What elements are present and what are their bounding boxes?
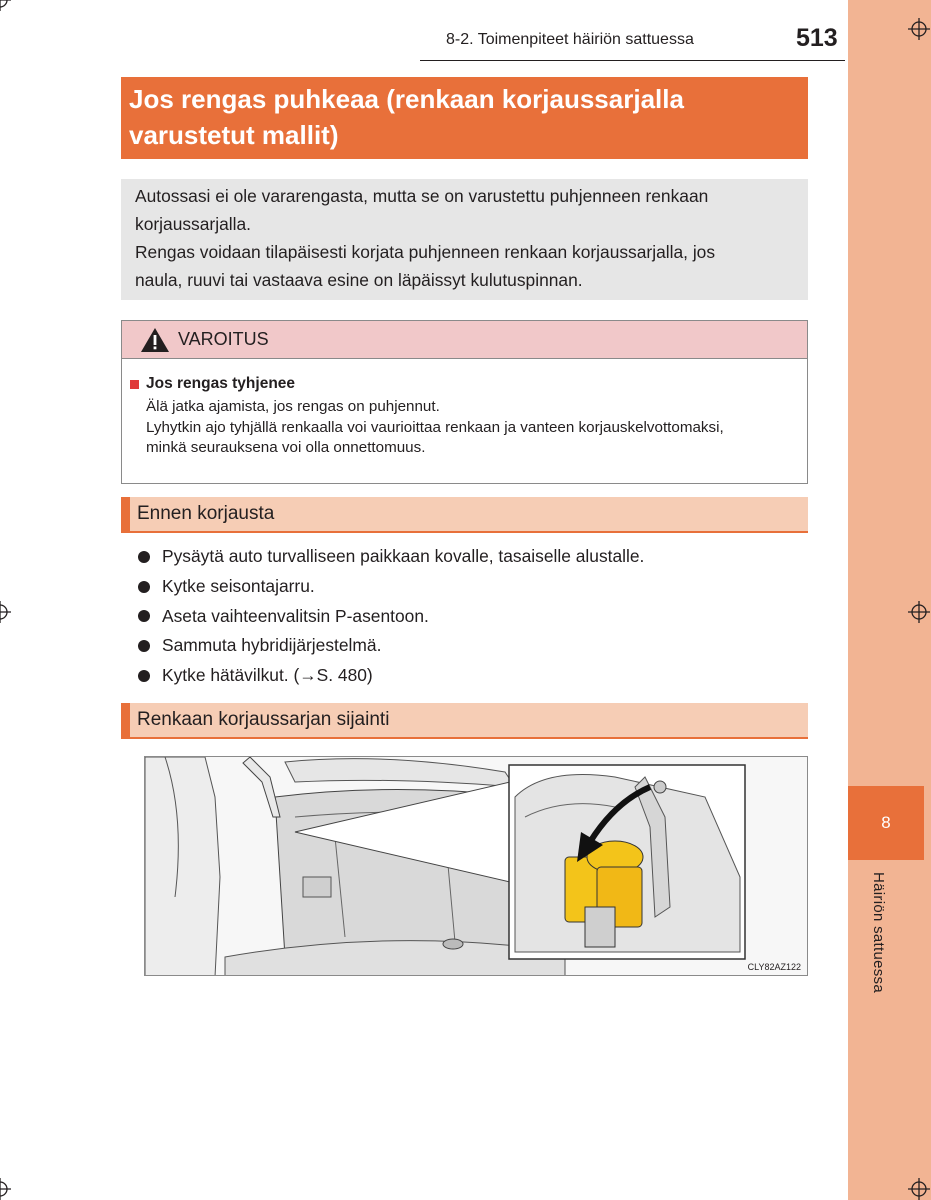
- bullet-dot-icon: [138, 640, 150, 652]
- list-item: [138, 542, 644, 572]
- bullet-dot-icon: [138, 610, 150, 622]
- section-title: Renkaan korjaussarjan sijainti: [137, 709, 390, 730]
- header-rule: [420, 60, 845, 61]
- warning-line: Älä jatka ajamista, jos rengas on puhjennut.: [146, 398, 440, 415]
- section-accent-bar: [121, 497, 130, 531]
- image-code: CLY82AZ122: [747, 962, 801, 972]
- page-number: 513: [796, 24, 838, 52]
- intro-box: [121, 179, 808, 300]
- page-title-box: [121, 77, 808, 159]
- running-header: 8-2. Toimenpiteet häiriön sattuessa: [446, 31, 694, 48]
- warning-subheading-row: [130, 375, 807, 393]
- trunk-drawing: [145, 757, 808, 976]
- page-title-line1: Jos rengas puhkeaa (renkaan korjaussarjalla: [129, 84, 684, 114]
- list-item-text: Kytke seisontajarru.: [162, 575, 315, 596]
- bullet-dot-icon: [138, 551, 150, 563]
- crosshair-icon: [908, 1178, 930, 1200]
- warning-body: [122, 359, 807, 459]
- list-item-text: Sammuta hybridijärjestelmä.: [162, 635, 382, 656]
- warning-line: Lyhytkin ajo tyhjällä renkaalla voi vaurioittaa renkaan ja vanteen korjauskelvottomaksi,: [146, 418, 724, 436]
- section-title: Ennen korjausta: [137, 503, 275, 524]
- crosshair-icon: [0, 0, 11, 11]
- chapter-number-tab[interactable]: 8: [848, 786, 924, 860]
- intro-line: Autossasi ei ole vararengasta, mutta se on varustettu puhjenneen renkaan: [135, 186, 709, 206]
- list-item-text: Aseta vaihteenvalitsin P-asentoon.: [162, 605, 429, 626]
- crosshair-icon: [908, 601, 930, 623]
- list-item: [138, 602, 644, 632]
- warning-line: minkä seurauksena voi olla onnettomuus.: [146, 439, 426, 456]
- list-item: [138, 631, 644, 661]
- bullet-dot-icon: [138, 581, 150, 593]
- chapter-title-vertical: Häiriön sattuessa: [870, 872, 887, 993]
- crosshair-icon: [0, 1178, 11, 1200]
- before-repair-list: [138, 542, 644, 691]
- warning-header: [122, 321, 807, 359]
- section-accent-bar: [121, 703, 130, 737]
- warning-heading: VAROITUS: [178, 329, 269, 349]
- bullet-dot-icon: [138, 670, 150, 682]
- red-square-bullet-icon: [130, 380, 139, 389]
- warning-box: [121, 320, 808, 484]
- list-item-text[interactable]: Kytke hätävilkut. (→S. 480): [162, 665, 373, 686]
- chapter-side-strip: [848, 0, 931, 1200]
- trunk-illustration: [144, 756, 808, 976]
- crosshair-icon: [0, 601, 11, 623]
- section-heading-kit-location: [121, 703, 808, 739]
- warning-triangle-icon: [140, 327, 170, 353]
- intro-line: korjaussarjalla.: [135, 214, 251, 234]
- section-heading-before-repair: [121, 497, 808, 533]
- list-item: [138, 572, 644, 602]
- intro-line: Rengas voidaan tilapäisesti korjata puhjenneen renkaan korjaussarjalla, jos: [135, 242, 716, 262]
- list-item-text: Pysäytä auto turvalliseen paikkaan kovalle, tasaiselle alustalle.: [162, 546, 645, 566]
- warning-subheading: Jos rengas tyhjenee: [146, 375, 296, 392]
- intro-line: naula, ruuvi tai vastaava esine on läpäissyt kulutuspinnan.: [135, 270, 583, 290]
- page-title-line2: varustetut mallit): [129, 120, 339, 150]
- crosshair-icon: [908, 18, 930, 40]
- list-item: [138, 661, 644, 691]
